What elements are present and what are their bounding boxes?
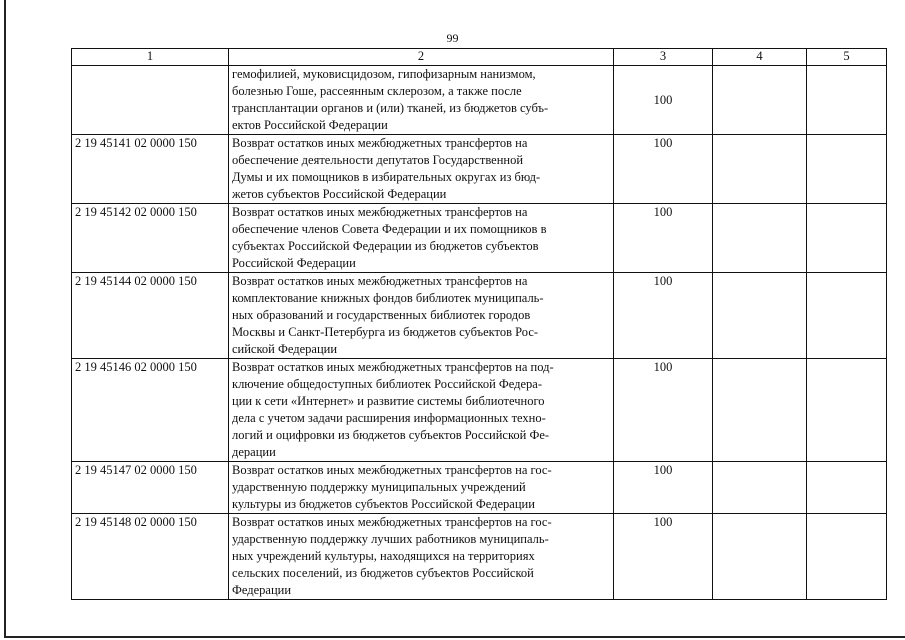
budget-code-cell: 2 19 45147 02 0000 150: [72, 462, 229, 514]
description-line: гемофилией, муковисцидозом, гипофизарным нанизмом,: [232, 67, 536, 81]
table-row: [72, 273, 887, 359]
column-header-1: 1: [72, 49, 229, 66]
column-4-cell: [713, 359, 807, 462]
description-cell: [229, 273, 614, 359]
column-5-cell: [807, 204, 887, 273]
column-4-cell: [713, 462, 807, 514]
description-line: ударственную поддержку лучших работников муниципаль-: [232, 532, 549, 546]
column-5-cell: [807, 273, 887, 359]
column-5-cell: [807, 135, 887, 204]
description-cell: [229, 204, 614, 273]
description-line: ударственную поддержку муниципальных учреждений: [232, 480, 526, 494]
description-cell: [229, 514, 614, 600]
column-5-cell: [807, 514, 887, 600]
description-line: Возврат остатков иных межбюджетных трансфертов на: [232, 205, 528, 219]
column-header-2: 2: [229, 49, 614, 66]
budget-code-cell: 2 19 45141 02 0000 150: [72, 135, 229, 204]
description-line: болезнью Гоше, рассеянным склерозом, а также после: [232, 84, 522, 98]
description-line: Возврат остатков иных межбюджетных трансфертов на: [232, 136, 528, 150]
page-number: 99: [446, 31, 459, 45]
description-line: ции к сети «Интернет» и развитие системы библиотечного: [232, 394, 545, 408]
column-4-cell: [713, 273, 807, 359]
column-header-4: 4: [713, 49, 807, 66]
budget-code-cell: 2 19 45148 02 0000 150: [72, 514, 229, 600]
description-line: дела с учетом задачи расширения информационных техно-: [232, 411, 546, 425]
description-line: трансплантации органов и (или) тканей, из бюджетов субъ-: [232, 101, 549, 115]
description-line: ектов Российской Федерации: [232, 118, 388, 132]
column-5-cell: [807, 462, 887, 514]
description-cell: [229, 359, 614, 462]
column-header-3: 3: [614, 49, 713, 66]
description-line: сийской Федерации: [232, 342, 338, 356]
percent-cell: 100: [614, 359, 713, 462]
table-row: [72, 135, 887, 204]
column-4-cell: [713, 66, 807, 135]
description-line: комплектование книжных фондов библиотек муниципаль-: [232, 291, 544, 305]
description-line: обеспечение деятельности депутатов Государственной: [232, 153, 524, 167]
description-line: Российской Федерации: [232, 256, 356, 270]
description-line: жетов субъектов Российской Федерации: [232, 187, 447, 201]
table-row: [72, 514, 887, 600]
description-line: Федерации: [232, 583, 292, 597]
column-5-cell: [807, 359, 887, 462]
column-5-cell: [807, 66, 887, 135]
table-row: [72, 204, 887, 273]
description-line: дерации: [232, 445, 276, 459]
column-4-cell: [713, 514, 807, 600]
description-line: ных образований и государственных библиотек городов: [232, 308, 531, 322]
description-cell: [229, 135, 614, 204]
table-body: [72, 66, 887, 600]
table-row: [72, 462, 887, 514]
table-row: [72, 359, 887, 462]
percent-cell: 100: [614, 462, 713, 514]
table-header-row: [72, 49, 887, 66]
description-line: Возврат остатков иных межбюджетных трансфертов на гос-: [232, 463, 552, 477]
table-row: [72, 66, 887, 135]
budget-code-cell: [72, 66, 229, 135]
column-4-cell: [713, 204, 807, 273]
budget-codes-table: [71, 48, 887, 600]
percent-cell: 100: [614, 66, 713, 135]
description-line: Возврат остатков иных межбюджетных трансфертов на гос-: [232, 515, 552, 529]
percent-cell: 100: [614, 135, 713, 204]
description-line: Возврат остатков иных межбюджетных трансфертов на: [232, 274, 528, 288]
page-bottom-rule: [4, 636, 905, 638]
column-4-cell: [713, 135, 807, 204]
description-line: сельских поселений, из бюджетов субъектов Российской: [232, 566, 534, 580]
percent-cell: 100: [614, 273, 713, 359]
description-line: культуры из бюджетов субъектов Российской Федерации: [232, 497, 535, 511]
description-cell: [229, 66, 614, 135]
budget-code-cell: 2 19 45142 02 0000 150: [72, 204, 229, 273]
description-line: обеспечение членов Совета Федерации и их помощников в: [232, 222, 547, 236]
percent-cell: 100: [614, 204, 713, 273]
description-line: Москвы и Санкт-Петербурга из бюджетов субъектов Рос-: [232, 325, 539, 339]
column-header-5: 5: [807, 49, 887, 66]
description-line: логий и оцифровки из бюджетов субъектов Российской Фе-: [232, 428, 550, 442]
description-line: субъектах Российской Федерации из бюджетов субъектов: [232, 239, 539, 253]
description-line: Возврат остатков иных межбюджетных трансфертов на под-: [232, 360, 554, 374]
percent-cell: 100: [614, 514, 713, 600]
page-left-border: [4, 0, 6, 638]
description-line: ключение общедоступных библиотек Российской Федера-: [232, 377, 543, 391]
budget-code-cell: 2 19 45144 02 0000 150: [72, 273, 229, 359]
description-line: Думы и их помощников в избирательных округах из бюд-: [232, 170, 541, 184]
description-cell: [229, 462, 614, 514]
budget-code-cell: 2 19 45146 02 0000 150: [72, 359, 229, 462]
description-line: ных учреждений культуры, находящихся на территориях: [232, 549, 535, 563]
